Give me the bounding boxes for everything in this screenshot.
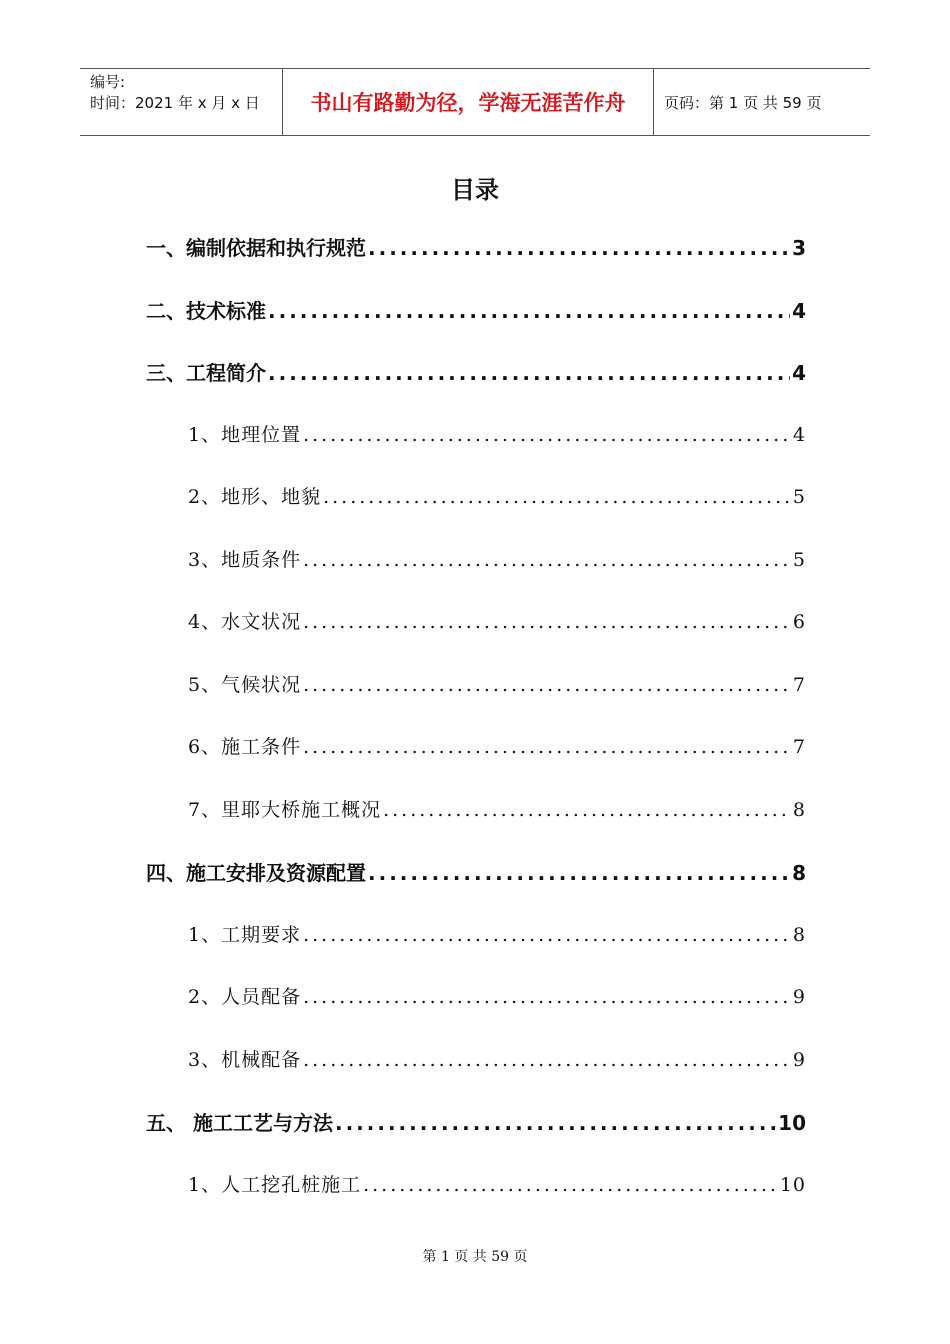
toc-entry-label: 6、施工条件: [188, 736, 302, 758]
toc-entry-page: 10: [779, 1174, 806, 1196]
toc-leader-dots: [303, 424, 791, 446]
toc-entry-page: 8: [792, 861, 806, 885]
toc-entry-label: 3、地质条件: [188, 549, 302, 571]
toc-entry[interactable]: [188, 920, 806, 952]
toc-entry-label: 五、 施工工艺与方法: [146, 1111, 333, 1135]
toc-entry[interactable]: [188, 482, 806, 514]
toc-entry[interactable]: [146, 232, 806, 264]
toc-entry[interactable]: [188, 1170, 806, 1202]
toc-entry-page: 7: [792, 674, 806, 696]
toc-entry-label: 2、人员配备: [188, 986, 302, 1008]
header-motto: 书山有路勤为径，学海无涯苦作舟: [282, 69, 654, 135]
toc-entry-label: 三、工程简介: [146, 361, 266, 385]
toc-entry-label: 2、地形、地貌: [188, 486, 322, 508]
toc-entry-page: 6: [792, 611, 806, 633]
toc-entry-label: 1、工期要求: [188, 924, 302, 946]
toc-entry[interactable]: [188, 670, 806, 702]
document-time: 时间：2021 年 x 月 x 日: [90, 94, 260, 112]
toc-leader-dots: [368, 236, 790, 260]
toc-leader-dots: [303, 1049, 791, 1071]
toc-leader-dots: [303, 549, 791, 571]
toc-leader-dots: [303, 924, 791, 946]
toc-entry-page: 9: [792, 986, 806, 1008]
toc-entry-page: 7: [792, 736, 806, 758]
toc-entry-label: 四、施工安排及资源配置: [146, 861, 366, 885]
toc-entry-label: 一、编制依据和执行规范: [146, 236, 366, 260]
toc-entry[interactable]: [188, 545, 806, 577]
toc-leader-dots: [303, 611, 791, 633]
toc-entry-label: 1、人工挖孔桩施工: [188, 1174, 362, 1196]
toc-entry[interactable]: [188, 420, 806, 452]
toc-entry-page: 8: [792, 799, 806, 821]
toc-leader-dots: [268, 361, 790, 385]
toc-entry-label: 4、水文状况: [188, 611, 302, 633]
toc-leader-dots: [363, 1174, 778, 1196]
toc-entry[interactable]: [146, 1107, 806, 1139]
toc-entry[interactable]: [188, 732, 806, 764]
toc-entry-label: 5、气候状况: [188, 674, 302, 696]
toc-entry-label: 二、技术标准: [146, 299, 266, 323]
toc-title: 目录: [451, 176, 499, 204]
toc-entry-page: 10: [778, 1111, 806, 1135]
header-table: [80, 68, 870, 136]
toc-leader-dots: [368, 861, 790, 885]
toc-leader-dots: [323, 486, 791, 508]
toc-entry-page: 4: [792, 361, 806, 385]
toc-leader-dots: [303, 736, 791, 758]
toc-entry-page: 8: [792, 924, 806, 946]
toc-entry-page: 4: [792, 424, 806, 446]
toc-entry-label: 3、机械配备: [188, 1049, 302, 1071]
toc-entry-page: 5: [792, 549, 806, 571]
toc-entry[interactable]: [188, 607, 806, 639]
document-number: 编号:: [90, 73, 126, 91]
toc-entry[interactable]: [188, 795, 806, 827]
toc-entry[interactable]: [146, 857, 806, 889]
toc-leader-dots: [303, 674, 791, 696]
toc-leader-dots: [268, 299, 790, 323]
page-footer: 第 1 页 共 59 页: [422, 1249, 528, 1265]
toc-entry-page: 5: [792, 486, 806, 508]
toc-leader-dots: [383, 799, 791, 821]
header-page-number: 页码：第 1 页 共 59 页: [664, 93, 822, 112]
header-info: [80, 69, 282, 135]
toc-entry-page: 4: [792, 299, 806, 323]
toc-entry[interactable]: [188, 982, 806, 1014]
toc-entry-label: 7、里耶大桥施工概况: [188, 799, 382, 821]
toc-leader-dots: [303, 986, 791, 1008]
toc-entry[interactable]: [146, 295, 806, 327]
toc-entry-page: 9: [792, 1049, 806, 1071]
toc-entry-label: 1、地理位置: [188, 424, 302, 446]
toc-entry[interactable]: [146, 357, 806, 389]
toc-entry[interactable]: [188, 1045, 806, 1077]
toc-entry-page: 3: [792, 236, 806, 260]
toc-leader-dots: [335, 1111, 776, 1135]
